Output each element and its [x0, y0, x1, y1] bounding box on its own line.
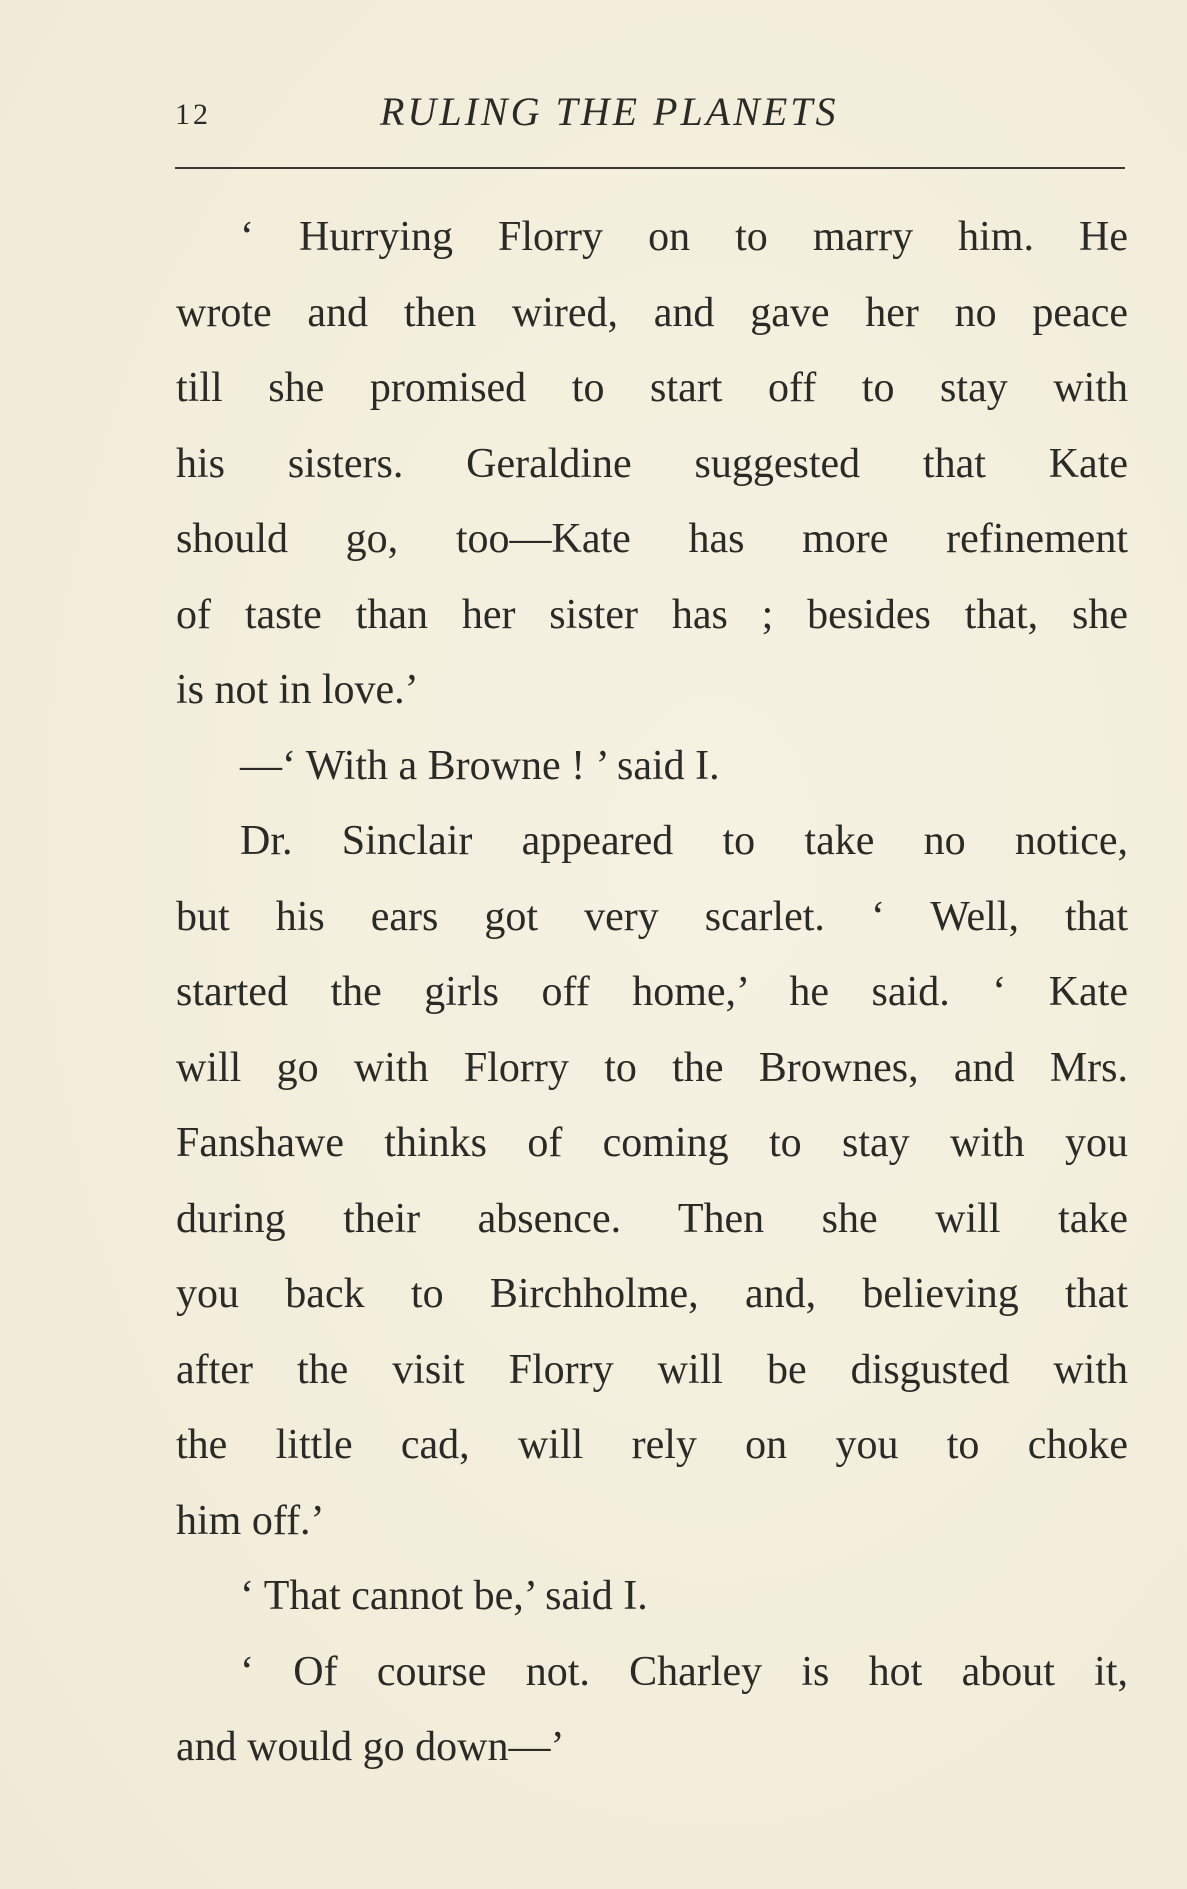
text-line: Dr. Sinclair appeared to take no notice, [240, 818, 1128, 864]
text-line: ‘ Hurrying Florry on to marry him. He [240, 214, 1128, 260]
body-text [176, 200, 1128, 1786]
text-line: is not in love.’ [176, 667, 419, 713]
text-line: of taste than her sister has ; besides that, she [176, 591, 1128, 638]
text-line: Fanshawe thinks of coming to stay with you [176, 1120, 1128, 1166]
text-line: him off.’ [176, 1497, 325, 1544]
text-line: the little cad, will rely on you to choke [176, 1422, 1128, 1468]
running-head [175, 88, 1125, 138]
text-line: after the visit Florry will be disgusted with [176, 1346, 1128, 1393]
text-line: —‘ With a Browne ! ’ said I. [240, 742, 720, 789]
text-line: till she promised to start off to stay with [176, 365, 1128, 411]
header-rule [175, 167, 1125, 169]
running-title: RULING THE PLANETS [380, 89, 839, 134]
text-line: and would go down—’ [176, 1724, 565, 1770]
text-line: should go, too—Kate has more refinement [176, 516, 1128, 562]
text-line: ‘ Of course not. Charley is hot about it, [240, 1648, 1128, 1695]
text-line: wrote and then wired, and gave her no peace [176, 289, 1128, 336]
text-line: started the girls off home,’ he said. ‘ Kate [176, 969, 1128, 1015]
text-line: ‘ That cannot be,’ said I. [240, 1573, 648, 1619]
text-line: but his ears got very scarlet. ‘ Well, that [176, 893, 1128, 940]
text-line: will go with Florry to the Brownes, and Mrs. [176, 1044, 1128, 1091]
text-line: you back to Birchholme, and, believing that [176, 1271, 1128, 1317]
page-number: 12 [175, 98, 211, 131]
text-line: his sisters. Geraldine suggested that Kate [176, 440, 1128, 487]
text-line: during their absence. Then she will take [176, 1195, 1128, 1242]
